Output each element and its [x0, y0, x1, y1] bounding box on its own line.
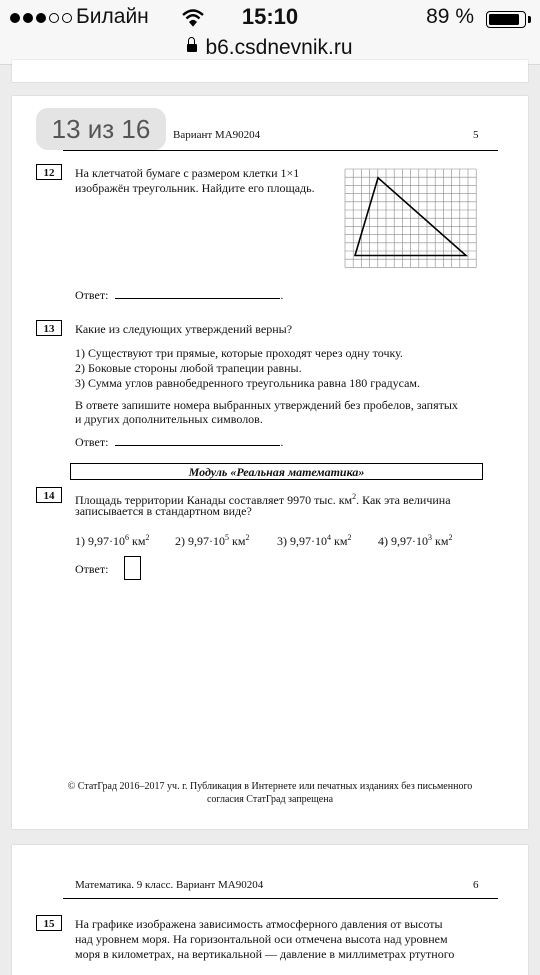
q15-text-line2: над уровнем моря. На горизонтальной оси отмечена высота над уровнем [75, 932, 448, 946]
q12-text-line2: изображён треугольник. Найдите его площадь. [75, 181, 315, 195]
copyright-line1: © СтатГрад 2016–2017 уч. г. Публикация в Интернете или печатных изданиях без письменного [67, 781, 473, 792]
page6-header-divider [63, 898, 498, 899]
page-indicator-badge: 13 из 16 [36, 108, 166, 150]
url-text: b6.csdnevnik.ru [205, 36, 353, 59]
q12-answer-field[interactable] [115, 288, 280, 299]
triangle-grid-figure [342, 166, 478, 270]
q13-answer: Ответ: . [75, 435, 284, 449]
question-number-12: 12 [36, 164, 62, 180]
lock-icon [187, 44, 197, 52]
q13-answer-field[interactable] [115, 435, 280, 446]
q14-option-2[interactable]: 2) $9,97\cdot 10^5$ $км^2$ [175, 533, 250, 548]
q14-option-4[interactable]: 4) $9,97\cdot 10^3$ $км^2$ [378, 533, 453, 548]
question-number-14: 14 [36, 487, 62, 503]
q14-answer-box[interactable] [124, 556, 141, 580]
q14-option-3[interactable]: 3) $9,97\cdot 10^4$ $км^2$ [277, 533, 352, 548]
page-header-variant: Вариант МА90204 [173, 129, 261, 141]
page6-page-number: 6 [473, 879, 479, 891]
battery-percentage: 89 % [426, 5, 474, 28]
q13-instructions-line1: В ответе запишите номера выбранных утверждений без пробелов, запятых [75, 398, 458, 412]
clock: 15:10 [241, 4, 299, 29]
copyright-line2: согласия СтатГрад запрещена [206, 794, 334, 805]
q12-answer: Ответ: . [75, 288, 284, 302]
status-bar [0, 0, 540, 36]
q14-text-line2: записывается в стандартном виде? [75, 504, 252, 518]
q13-text: Какие из следующих утверждений верны? [75, 322, 293, 336]
page-number: 5 [473, 129, 479, 141]
question-number-15: 15 [36, 915, 62, 931]
q14-answer-label: Ответ: [75, 562, 109, 576]
q15-text-line3: моря в километрах, на вертикальной — давление в миллиметрах ртутного [75, 947, 455, 961]
q14-text-line1: Площадь территории Канады составляет 9970 тыс. $км^2$. Как эта величина [75, 492, 451, 507]
page6-header-title: Математика. 9 класс. Вариант МА90204 [75, 879, 264, 891]
q14-option-1[interactable]: 1) $9,97\cdot 10^6$ $км^2$ [75, 533, 150, 548]
header-divider [63, 150, 498, 151]
battery-tip [528, 16, 531, 23]
q12-text-line1: На клетчатой бумаге с размером клетки 1×1 [75, 166, 300, 180]
previous-page-edge [12, 60, 528, 82]
module-title-box: Модуль «Реальная математика» [70, 463, 483, 480]
q13-statement-3: 3) Сумма углов равнобедренного треугольника равна 180 градусам. [75, 376, 421, 390]
q15-text-line1: На графике изображена зависимость атмосферного давления от высоты [75, 917, 443, 931]
q13-statement-1: 1) Существуют три прямые, которые проходят через одну точку. [75, 346, 403, 360]
q13-instructions-line2: и других дополнительных символов. [75, 412, 263, 426]
carrier-name: Билайн [76, 5, 149, 28]
q12-answer-label: Ответ: [75, 288, 109, 302]
q13-statement-2: 2) Боковые стороны любой трапеции равны. [75, 361, 302, 375]
battery-icon [486, 11, 526, 28]
q13-answer-label: Ответ: [75, 435, 109, 449]
question-number-13: 13 [36, 320, 62, 336]
